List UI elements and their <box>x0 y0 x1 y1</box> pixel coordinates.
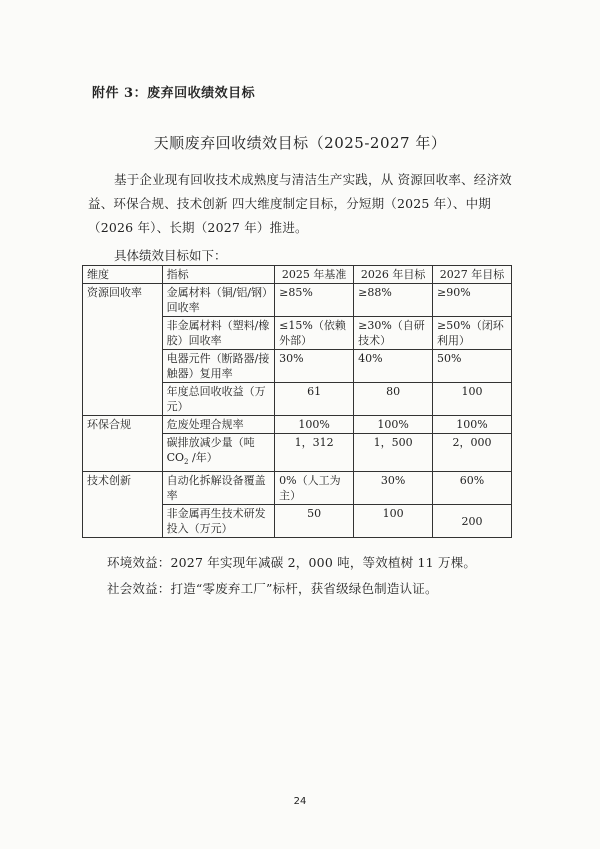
value-2025-cell: 0%（人工为主） <box>275 472 354 505</box>
value-2027-cell: 100 <box>433 383 512 416</box>
social-benefit: 社会效益：打造“零废弃工厂”标杆，获省级绿色制造认证。 <box>107 581 438 596</box>
attachment-label: 附件 3：废弃回收绩效目标 <box>92 86 256 101</box>
value-2027-cell: 50% <box>433 350 512 383</box>
dimension-cell: 环保合规 <box>83 416 163 472</box>
value-2025-cell: ≤15%（依赖外部） <box>275 317 354 350</box>
value-2026-cell: 80 <box>354 383 433 416</box>
table-row <box>83 284 512 317</box>
value-2027-cell: 100% <box>433 416 512 434</box>
table-row <box>83 472 512 505</box>
header-2027: 2027 年目标 <box>433 266 512 284</box>
environmental-benefit: 环境效益：2027 年实现年减碳 2，000 吨，等效植树 11 万棵。 <box>107 555 477 570</box>
header-dimension: 维度 <box>83 266 163 284</box>
table-row <box>83 416 512 434</box>
header-indicator: 指标 <box>162 266 275 284</box>
value-2025-cell: 30% <box>275 350 354 383</box>
header-2025: 2025 年基准 <box>275 266 354 284</box>
value-2026-cell: 30% <box>354 472 433 505</box>
value-2026-cell: ≥88% <box>354 284 433 317</box>
indicator-cell: 非金属材料（塑料/橡胶）回收率 <box>162 317 275 350</box>
dimension-cell: 资源回收率 <box>83 284 163 416</box>
indicator-cell: 电器元件（断路器/接触器）复用率 <box>162 350 275 383</box>
header-2026: 2026 年目标 <box>354 266 433 284</box>
value-2026-cell: 40% <box>354 350 433 383</box>
indicator-cell: 危废处理合规率 <box>162 416 275 434</box>
table-header-row <box>83 266 512 284</box>
value-2027-cell: ≥50%（闭环利用） <box>433 317 512 350</box>
indicator-tail: /年） <box>188 451 218 464</box>
value-2027-cell: 60% <box>433 472 512 505</box>
value-2025-cell: 1，312 <box>275 434 354 472</box>
indicator-main: 碳排放减少量（吨 CO <box>166 436 255 464</box>
page-number: 24 <box>293 796 307 807</box>
value-2025-cell: ≥85% <box>275 284 354 317</box>
indicator-cell <box>162 434 275 472</box>
dimension-cell: 技术创新 <box>83 472 163 538</box>
indicator-cell: 非金属再生技术研发投入（万元） <box>162 505 275 538</box>
value-2027-cell: ≥90% <box>433 284 512 317</box>
subscript-2: 2 <box>184 458 189 467</box>
table-intro: 具体绩效目标如下： <box>114 248 227 263</box>
value-2026-cell: 100% <box>354 416 433 434</box>
value-2025-cell: 61 <box>275 383 354 416</box>
indicator-cell: 自动化拆解设备覆盖率 <box>162 472 275 505</box>
value-2026-cell: ≥30%（自研技术） <box>354 317 433 350</box>
value-2026-cell: 1，500 <box>354 434 433 472</box>
performance-table <box>82 265 512 538</box>
value-2025-cell: 50 <box>275 505 354 538</box>
intro-paragraph: 基于企业现有回收技术成熟度与清洁生产实践，从 资源回收率、经济效益、环保合规、技术创新 四大维度制定目标，分短期（2025 年）、中期（2026 年）、长期（2027 年）推进。 <box>88 172 512 235</box>
document-title: 天顺废弃回收绩效目标（2025-2027 年） <box>153 134 447 152</box>
value-2026-cell: 100 <box>354 505 433 538</box>
indicator-cell: 年度总回收收益（万元） <box>162 383 275 416</box>
value-2025-cell: 100% <box>275 416 354 434</box>
value-2027-cell: 200 <box>433 505 512 538</box>
value-2027-cell: 2，000 <box>433 434 512 472</box>
indicator-cell: 金属材料（铜/铝/钢）回收率 <box>162 284 275 317</box>
